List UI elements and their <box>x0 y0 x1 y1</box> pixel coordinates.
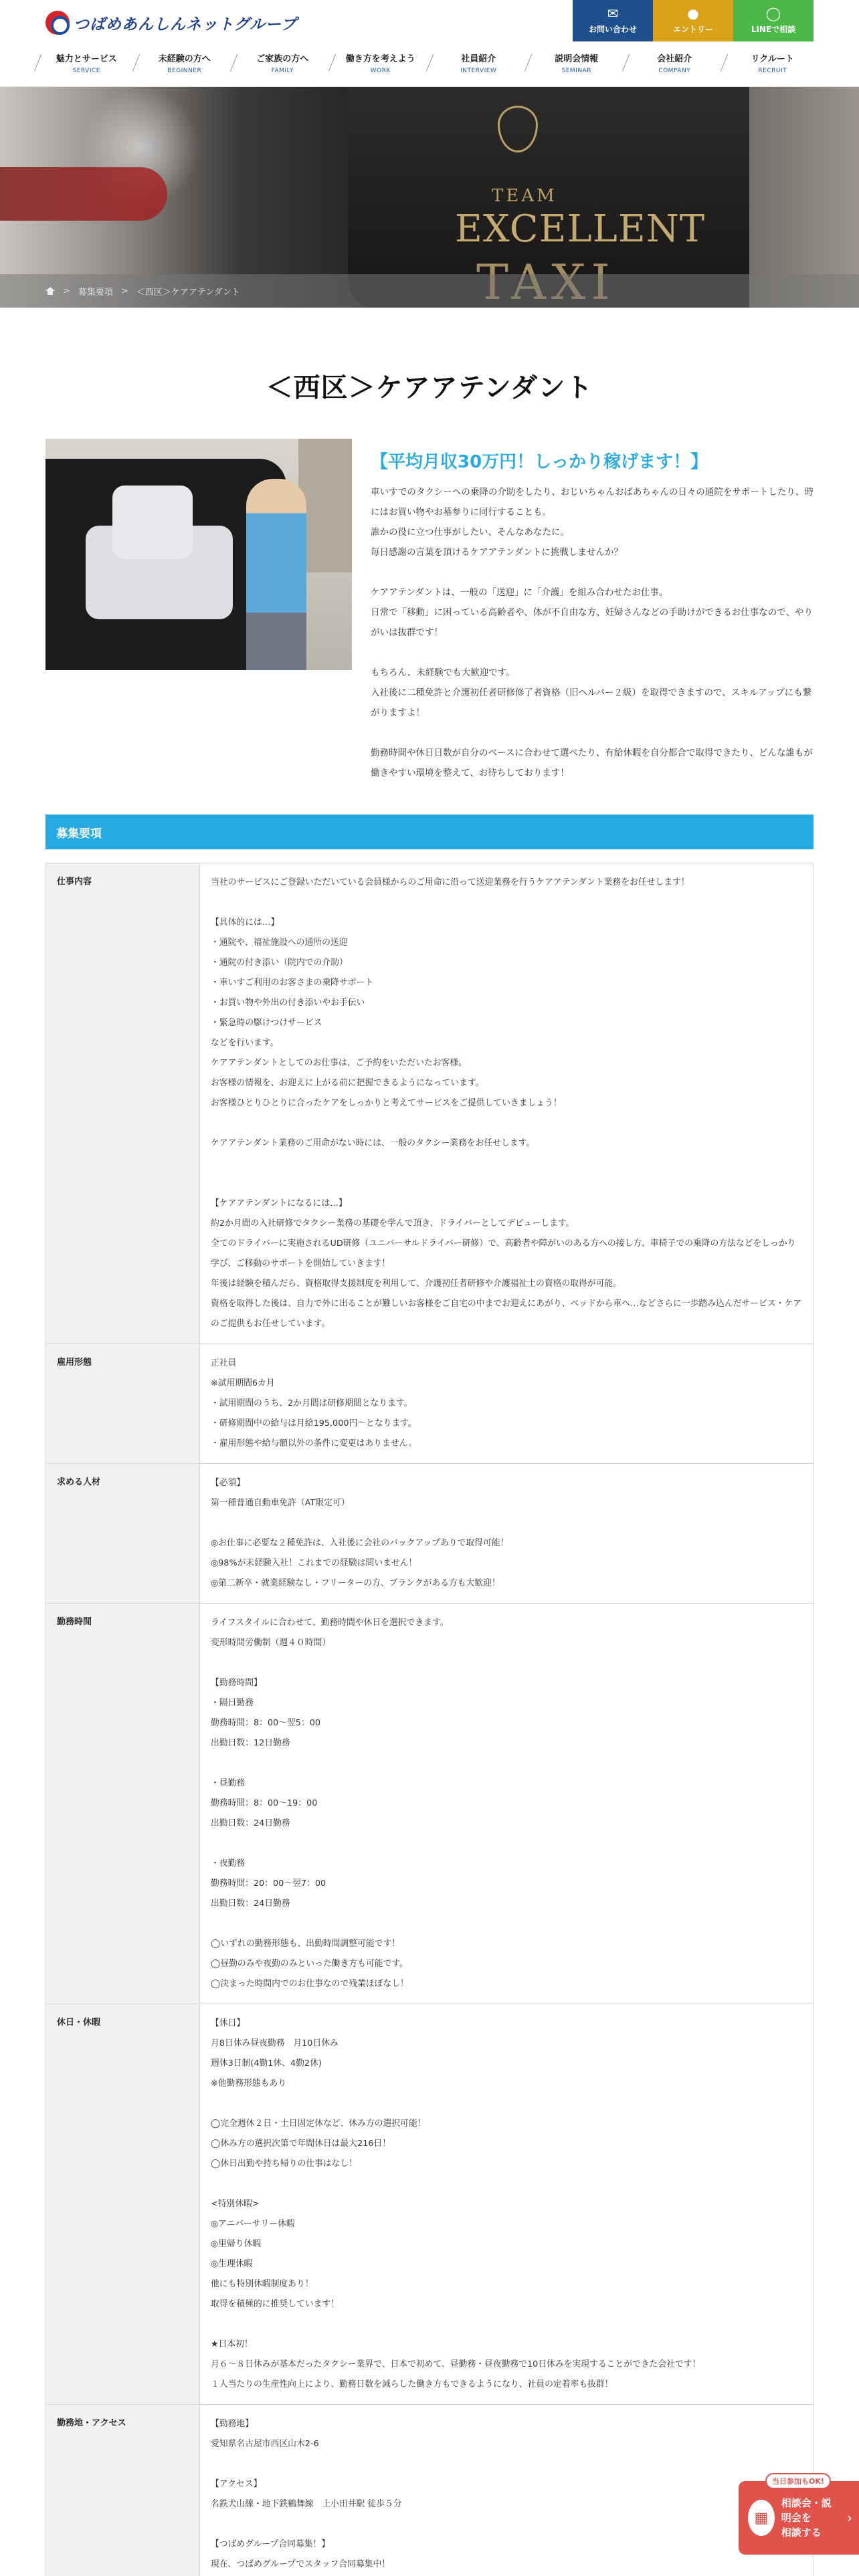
table-line <box>211 2315 802 2335</box>
nav-sublabel: WORK <box>370 68 391 74</box>
table-line: 資格を取得した後は、自力で外に出ることが難しいお客様をご自宅の中までお迎えにあがり、ベッドから車へ…などさらに一歩踏み込んだサービス・ケアのご提供もお任せしています。 <box>211 1299 801 1329</box>
table-line: 愛知県名古屋市西区山木2-6 <box>211 2439 319 2449</box>
photo-seat-back <box>112 486 193 559</box>
intro-line: ケアアテンダントは、一般の「送迎」に「介護」を組み合わせたお仕事。 <box>371 587 668 598</box>
table-line: 現在、つばめグループでスタッフ合同募集中！ <box>211 2559 391 2569</box>
chat-bubble-icon: ◯ <box>765 5 781 21</box>
hero-taillight <box>0 167 167 221</box>
table-line: ◎98%が未経験入社！これまでの経験は問いません！ <box>211 1558 417 1568</box>
table-row-content <box>200 1344 813 1463</box>
table-line: 出勤日数：24日勤務 <box>211 1818 290 1828</box>
nav-item-recruit[interactable] <box>724 45 822 80</box>
table-line: 取得を積極的に推奨しています！ <box>211 2299 339 2309</box>
nav-sublabel: FAMILY <box>271 68 294 74</box>
table-line: 【勤務地】 <box>211 2419 254 2429</box>
table-line: ◎お仕事に必要な２種免許は、入社後に会社のバックアップありで取得可能！ <box>211 1538 509 1548</box>
table-line: ・緊急時の駆けつけサービス <box>211 1018 322 1028</box>
photo-building <box>298 439 352 572</box>
table-line <box>211 2454 802 2474</box>
table-line: 【ケアアテンダントになるには…】 <box>211 1198 347 1208</box>
table-line: ・お買い物や外出の付き添いやお手伝い <box>211 998 365 1008</box>
table-line: ・車いすご利用のお客さまの乗降サポート <box>211 978 374 988</box>
table-line: ・雇用形態や給与額以外の条件に変更はありません。 <box>211 1438 417 1448</box>
same-day-badge: 当日参加もOK! <box>765 2473 831 2489</box>
table-row-label: 休日・休暇 <box>46 2004 200 2404</box>
intro-line: 勤務時間や休日日数が自分のペースに合わせて選べたり、有給休暇を自分都合で取得できたり、どんな誰もが働きやすい環境を整えて、お待ちしております！ <box>371 748 813 778</box>
nav-sublabel: SERVICE <box>72 68 100 74</box>
nav-label: リクルート <box>751 54 794 64</box>
table-line: 月8日休み昼夜勤務 月10日休み <box>211 2038 339 2048</box>
table-line: <特別休暇> <box>211 2199 260 2209</box>
chevron-right-icon: › <box>847 2510 852 2526</box>
table-line: 【休日】 <box>211 2018 246 2028</box>
table-line: 【アクセス】 <box>211 2479 262 2489</box>
nav-item-work[interactable] <box>332 45 430 80</box>
breadcrumb <box>0 274 859 308</box>
nav-sublabel: INTERVIEW <box>460 68 497 74</box>
table-line: ※他勤務形態もあり <box>211 2078 287 2088</box>
nav-item-service[interactable] <box>37 45 136 80</box>
table-line <box>211 1113 802 1134</box>
entry-button[interactable] <box>653 0 733 41</box>
hero-team-text: TEAM <box>492 186 557 206</box>
nav-label: 魅力とサービス <box>56 54 117 64</box>
table-line <box>211 1154 802 1174</box>
requirements-table <box>45 863 814 2576</box>
table-line: 勤務時間：8：00〜翌5：00 <box>211 1718 321 1728</box>
contact-label: お問い合わせ <box>588 25 637 34</box>
table-line: ・試用期間のうち、2か月間は研修期間となります。 <box>211 1398 413 1408</box>
nav-item-family[interactable] <box>233 45 332 80</box>
consult-cta-line1: 相談会・説明会を <box>781 2497 832 2524</box>
table-row <box>45 2405 814 2576</box>
table-row-content <box>200 2004 813 2404</box>
table-line: 名鉄犬山線・地下鉄鶴舞線 上小田井駅 徒歩５分 <box>211 2499 402 2509</box>
table-line <box>211 1513 802 1533</box>
table-line: ★日本初！ <box>211 2339 253 2349</box>
logo-text: つばめあんしんネットグループ <box>74 15 297 33</box>
table-line: 週休3日制(4勤1休、4勤2休) <box>211 2058 322 2068</box>
table-line: 【つばめグループ合同募集！】 <box>211 2539 330 2549</box>
line-consult-button[interactable] <box>733 0 814 41</box>
table-line: ◯昼勤のみや夜勤のみといった働き方も可能です。 <box>211 1959 408 1969</box>
table-row-label: 仕事内容 <box>46 863 200 1344</box>
site-header <box>0 0 859 87</box>
nav-sublabel: RECRUIT <box>758 68 787 74</box>
contact-button[interactable] <box>573 0 653 41</box>
table-line: などを行います。 <box>211 1038 279 1048</box>
breadcrumb-item-current: ＜西区＞ケアアテンダント <box>136 287 240 298</box>
table-line: 正社員 <box>211 1358 237 1368</box>
table-row-label: 勤務地・アクセス <box>46 2405 200 2576</box>
table-line: ・研修期間中の給与は月給195,000円〜となります。 <box>211 1418 417 1428</box>
table-row <box>45 1344 814 1464</box>
nav-label: ご家族の方へ <box>256 54 309 64</box>
table-line: 【必須】 <box>211 1478 246 1488</box>
table-line: ケアアテンダント業務のご用命がない時には、一般のタクシー業務をお任せします。 <box>211 1138 535 1148</box>
table-line: 勤務時間：20：00〜翌7：00 <box>211 1879 326 1889</box>
table-line: お客様ひとりひとりに合ったケアをしっかりと考えてサービスをご提供していきましょう！ <box>211 1098 562 1108</box>
entry-label: エントリー <box>672 25 713 34</box>
table-line: ◯休み方の選択次第で年間休日は最大216日！ <box>211 2139 391 2149</box>
table-line: 年後は経験を積んだら、資格取得支援制度を利用して、介護初任者研修や介護福祉士の資格の取得が可能。 <box>211 1279 622 1289</box>
intro-line: もちろん、未経験でも大歓迎です。 <box>371 667 515 678</box>
nav-label: 社員紹介 <box>461 54 496 64</box>
table-line: ◎里帰り休暇 <box>211 2239 262 2249</box>
table-row <box>45 863 814 1344</box>
table-line: ◯完全週休２日・土日固定休など、休み方の選択可能！ <box>211 2119 426 2129</box>
floating-consult-button[interactable] <box>739 2473 859 2555</box>
table-line: １人当たりの生産性向上により、勤務日数を減らした働き方もできるようになり、社員の定着率も抜群！ <box>211 2379 613 2389</box>
table-line: 月６〜８日休みが基本だったタクシー業界で、日本で初めて、昼勤務・昼夜勤務で10日休みを実現することができた会社です！ <box>211 2359 701 2369</box>
photo-driver <box>246 479 306 670</box>
table-line <box>211 1834 802 1854</box>
table-row-content <box>200 1464 813 1603</box>
top-buttons <box>573 0 814 41</box>
nav-item-interview[interactable] <box>430 45 528 80</box>
table-line <box>211 893 802 913</box>
care-attendant-photo <box>45 439 352 670</box>
table-line: ◎生理休暇 <box>211 2259 253 2269</box>
table-line <box>211 1753 802 1774</box>
table-row <box>45 2004 814 2405</box>
consult-cta-line2: 相談する <box>781 2527 822 2539</box>
table-line: ◎第二新卒・就業経験なし・フリーターの方、ブランクがある方も大歓迎！ <box>211 1578 500 1588</box>
table-row-content <box>200 1604 813 2004</box>
line-label: LINEで相談 <box>751 25 796 34</box>
table-row-content <box>200 2405 813 2576</box>
table-line: 第一種普通自動車免許（AT限定可） <box>211 1498 350 1508</box>
table-line <box>211 2094 802 2114</box>
intro-line: 車いすでのタクシーへの乗降の介助をしたり、おじいちゃんおばあちゃんの日々の通院をサポートしたり、時にはお買い物やお墓参りに同行することも。 <box>371 487 814 518</box>
nav-label: 働き方を考えよう <box>345 54 415 64</box>
nav-item-company[interactable] <box>626 45 724 80</box>
page-title: ＜西区＞ケアアテンダント <box>266 372 593 403</box>
intro-line: 毎日感謝の言葉を頂けるケアアテンダントに挑戦しませんか？ <box>371 547 623 558</box>
calendar-icon: ▦ <box>748 2500 775 2536</box>
nav-sublabel: COMPANY <box>658 68 691 74</box>
table-line: ◯休日出勤や持ち帰りの仕事はなし！ <box>211 2159 358 2169</box>
table-line: 全てのドライバーに実施されるUD研修（ユニバーサルドライバー研修）で、高齢者や障がいのある方への接し方、車椅子での乗降の方法などをしっかり学び、ご移動のサポートを開始していきます！ <box>211 1239 796 1269</box>
global-nav <box>37 45 822 80</box>
table-line: 他にも特別休暇制度あり！ <box>211 2279 314 2289</box>
table-line: 【具体的には…】 <box>211 918 280 928</box>
mail-icon: ✉ <box>607 5 619 21</box>
table-row-label: 求める人材 <box>46 1464 200 1603</box>
breadcrumb-separator: > <box>63 286 70 296</box>
table-line: ・隔日勤務 <box>211 1698 254 1708</box>
table-row-label: 勤務時間 <box>46 1604 200 2004</box>
table-row-content <box>200 863 813 1344</box>
table-line <box>211 2174 802 2194</box>
logo-mark-icon <box>45 11 70 35</box>
breadcrumb-separator: > <box>120 286 128 296</box>
table-line: 変形時間労働制（週４０時間） <box>211 1638 331 1648</box>
table-line: 約2か月間の入社研修でタクシー業務の基礎を学んで頂き、ドライバーとしてデビューします。 <box>211 1218 575 1228</box>
nav-sublabel: SEMINAR <box>561 68 591 74</box>
table-line: ※試用期間6カ月 <box>211 1378 275 1388</box>
table-line: ・通院や、福祉施設への通所の送迎 <box>211 938 348 948</box>
nav-item-seminar[interactable] <box>528 45 626 80</box>
table-line: ・通院の付き添い（院内での介助） <box>211 958 348 968</box>
nav-sublabel: BEGINNER <box>167 68 202 74</box>
table-line: ◯決まった時間内でのお仕事なので残業ほぼなし！ <box>211 1979 409 1989</box>
table-line: ・昼勤務 <box>211 1778 246 1788</box>
table-line: お客様の情報を、お迎えに上がる前に把握できるようになっています。 <box>211 1078 484 1088</box>
site-logo[interactable] <box>45 11 297 35</box>
home-icon[interactable] <box>45 287 55 295</box>
requirements-heading: 募集要項 <box>45 815 814 849</box>
table-row-label: 雇用形態 <box>46 1344 200 1463</box>
table-line: 勤務時間：8：00〜19：00 <box>211 1798 318 1808</box>
intro-line: 入社後に二種免許と介護初任者研修修了者資格（旧ヘルパー２級）を取得できますので、スキルアップにも繋がりますよ！ <box>371 687 812 718</box>
breadcrumb-item-recruitment[interactable]: 募集要項 <box>78 287 113 298</box>
table-row <box>45 1604 814 2004</box>
table-line: ケアアテンダントとしてのお仕事は、ご予約をいただいたお客様。 <box>211 1058 467 1068</box>
nav-label: 説明会情報 <box>555 54 599 64</box>
table-line: ◯いずれの勤務形態も、出勤時間調整可能です！ <box>211 1939 401 1949</box>
intro-heading: 【平均月収30万円！しっかり稼げます！】 <box>371 452 708 472</box>
table-line <box>211 2514 802 2535</box>
table-line: ライフスタイルに合わせて、勤務時間や休日を選択できます。 <box>211 1618 449 1628</box>
intro-line: 誰かの役に立つ仕事がしたい、そんなあなたに。 <box>371 527 569 538</box>
table-row <box>45 1464 814 1604</box>
table-line: 【勤務時間】 <box>211 1678 262 1688</box>
table-line: ◎アニバーサリー休暇 <box>211 2219 295 2229</box>
nav-item-beginner[interactable] <box>136 45 234 80</box>
hero-excellent-text: EXCELLENT <box>455 207 706 251</box>
table-line: 出勤日数：12日勤務 <box>211 1738 290 1748</box>
intro-line: 日常で「移動」に困っている高齢者や、体が不自由な方、妊婦さんなどの手助けができるお仕事なので、やりがいは抜群です！ <box>371 607 813 638</box>
intro-section <box>45 439 814 778</box>
consult-cta-label <box>781 2496 840 2540</box>
consult-cta-box[interactable] <box>739 2481 859 2555</box>
table-line <box>211 1914 802 1934</box>
table-line <box>211 1174 802 1194</box>
table-line: 当社のサービスにご登録いただいている会員様からのご用命に沿って送迎業務を行うケアアテンダント業務をお任せします！ <box>211 877 690 887</box>
person-icon: ● <box>687 5 699 21</box>
nav-label: 未経験の方へ <box>158 54 211 64</box>
table-line <box>211 1653 802 1673</box>
intro-text <box>371 439 814 783</box>
nav-label: 会社紹介 <box>657 54 692 64</box>
table-line: ・夜勤務 <box>211 1858 246 1868</box>
table-line: 出勤日数：24日勤務 <box>211 1899 290 1909</box>
